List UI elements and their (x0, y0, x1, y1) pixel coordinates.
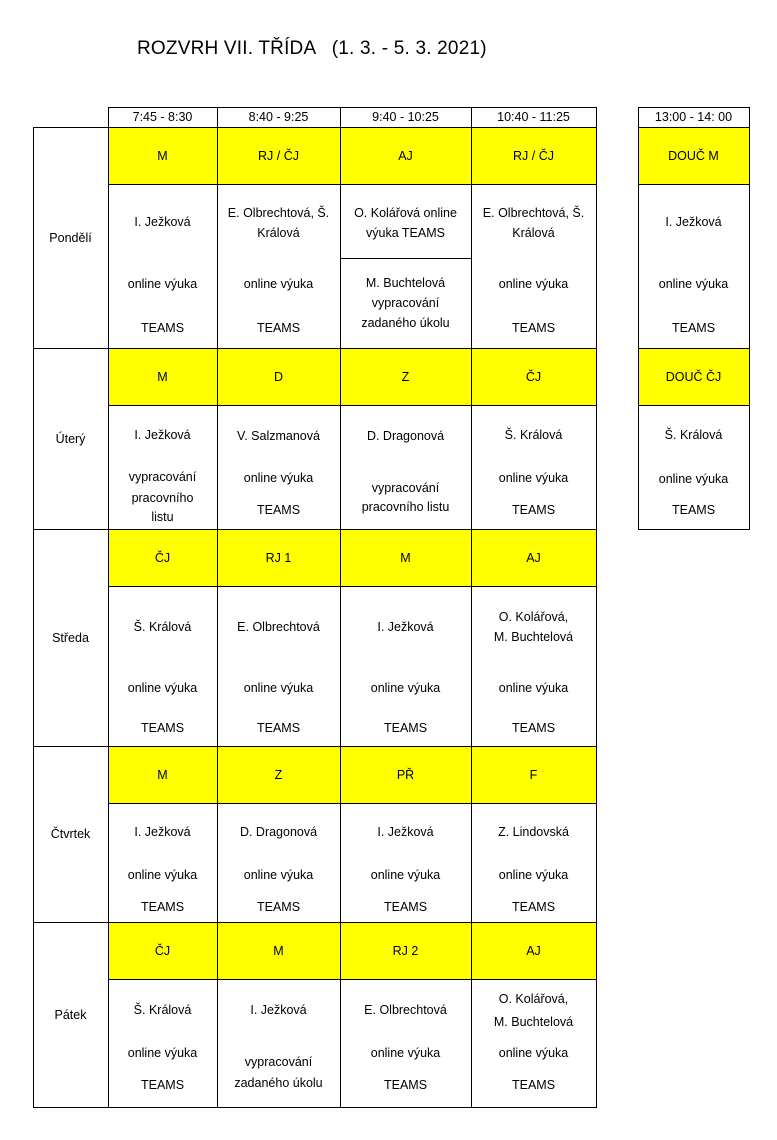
extra-time-header: 13:00 - 14: 00 (654, 110, 733, 124)
grid-line (217, 107, 218, 128)
detail-text: vypracování (371, 296, 440, 310)
day-name: Úterý (55, 431, 86, 446)
detail-text: TEAMS (256, 321, 301, 335)
detail-text: I. Ježková (134, 428, 191, 442)
grid-line (638, 348, 750, 349)
time-header: 10:40 - 11:25 (497, 110, 570, 124)
extra-detail-text: I. Ježková (665, 215, 722, 229)
detail-text: vypracování (371, 481, 440, 495)
detail-text: online výuka (370, 1046, 441, 1060)
time-header: 8:40 - 9:25 (248, 110, 309, 124)
page-title: ROZVRH VII. TŘÍDA (1. 3. - 5. 3. 2021) (137, 38, 487, 59)
detail-text: TEAMS (511, 503, 556, 517)
detail-text: Š. Králová (504, 428, 563, 442)
grid-line (33, 127, 34, 1108)
detail-text: I. Ježková (250, 1003, 307, 1017)
subject: M (400, 550, 411, 565)
detail-text: pracovního listu (361, 500, 450, 514)
grid-line (638, 405, 750, 406)
detail-text: online výuka (498, 471, 569, 485)
subject-cell-bg (108, 922, 596, 979)
detail-text: O. Kolářová online (354, 206, 457, 220)
subject: M (157, 148, 168, 163)
detail-text: online výuka (127, 1046, 198, 1060)
detail-text: E. Olbrechtová (364, 1003, 447, 1017)
detail-text: O. Kolářová, (498, 610, 569, 624)
detail-text: online výuka (243, 471, 314, 485)
detail-text: online výuka (498, 277, 569, 291)
grid-line (340, 258, 472, 259)
grid-line (638, 127, 750, 128)
time-header: 9:40 - 10:25 (372, 110, 439, 124)
subject: ČJ (154, 943, 171, 958)
detail-text: online výuka (127, 868, 198, 882)
detail-text: Králová (512, 226, 555, 240)
grid-line (108, 127, 109, 1108)
time-header: 7:45 - 8:30 (132, 110, 193, 124)
grid-line (749, 107, 750, 530)
grid-line (108, 586, 597, 587)
detail-text: online výuka (127, 277, 198, 291)
detail-text: I. Ježková (377, 620, 434, 634)
subject: AJ (526, 943, 541, 958)
detail-text: TEAMS (140, 721, 185, 735)
day-name: Pátek (54, 1007, 87, 1022)
detail-text: online výuka (127, 681, 198, 695)
grid-line (33, 1107, 597, 1108)
subject: RJ 1 (265, 550, 292, 565)
grid-line (108, 107, 597, 108)
subject-cell-bg (108, 746, 596, 803)
subject: M (273, 943, 284, 958)
detail-text: vypracování (244, 1055, 313, 1069)
extra-detail-text: Š. Králová (664, 428, 723, 442)
grid-line (33, 127, 597, 128)
extra-subject: DOUČ ČJ (665, 369, 722, 384)
grid-line (108, 107, 109, 128)
subject: Z (401, 369, 410, 384)
detail-text: I. Ježková (134, 825, 191, 839)
detail-text: výuka TEAMS (366, 226, 445, 240)
subject-cell-bg (108, 529, 596, 586)
subject: D (273, 369, 284, 384)
grid-line (638, 107, 750, 108)
detail-text: D. Dragonová (239, 825, 318, 839)
detail-text: O. Kolářová, (498, 992, 569, 1006)
grid-line (596, 107, 597, 1108)
detail-text: vypracování (128, 470, 197, 484)
grid-line (340, 127, 341, 1108)
grid-line (33, 746, 597, 747)
detail-text: online výuka (498, 681, 569, 695)
detail-text: TEAMS (140, 1078, 185, 1092)
extra-detail-text: TEAMS (671, 503, 716, 517)
detail-text: TEAMS (511, 321, 556, 335)
detail-text: TEAMS (383, 1078, 428, 1092)
detail-text: D. Dragonová (366, 429, 445, 443)
detail-text: TEAMS (256, 503, 301, 517)
detail-text: E. Olbrechtová, Š. (227, 206, 330, 220)
detail-text: online výuka (370, 681, 441, 695)
detail-text: TEAMS (256, 721, 301, 735)
detail-text: TEAMS (140, 900, 185, 914)
detail-text: online výuka (498, 1046, 569, 1060)
detail-text: E. Olbrechtová, Š. (482, 206, 585, 220)
subject: Z (274, 767, 283, 782)
detail-text: TEAMS (383, 900, 428, 914)
detail-text: I. Ježková (134, 215, 191, 229)
grid-line (108, 803, 597, 804)
subject: AJ (526, 550, 541, 565)
detail-text: M. Buchtelová (493, 630, 574, 644)
detail-text: online výuka (370, 868, 441, 882)
grid-line (471, 127, 472, 1108)
subject: ČJ (525, 369, 542, 384)
grid-line (108, 979, 597, 980)
detail-text: online výuka (498, 868, 569, 882)
subject: RJ / ČJ (513, 148, 554, 163)
detail-text: zadaného úkolu (361, 316, 450, 330)
subject: ČJ (154, 550, 171, 565)
extra-subject: DOUČ M (668, 148, 719, 163)
detail-text: TEAMS (140, 321, 185, 335)
detail-text: M. Buchtelová (493, 1015, 574, 1029)
subject: RJ 2 (392, 943, 419, 958)
detail-text: V. Salzmanová (237, 429, 320, 443)
detail-text: online výuka (243, 277, 314, 291)
grid-line (217, 127, 218, 1108)
detail-text: I. Ježková (377, 825, 434, 839)
extra-detail-text: online výuka (658, 472, 729, 486)
detail-text: online výuka (243, 868, 314, 882)
day-name: Pondělí (49, 230, 92, 245)
grid-line (108, 405, 597, 406)
grid-line (33, 348, 597, 349)
detail-text: TEAMS (511, 900, 556, 914)
day-name: Čtvrtek (50, 827, 91, 841)
day-name: Středa (52, 630, 89, 645)
grid-line (108, 184, 597, 185)
subject-cell-bg (108, 348, 596, 405)
subject: RJ / ČJ (258, 148, 299, 163)
detail-text: Z. Lindovská (498, 825, 569, 839)
detail-text: listu (151, 510, 174, 524)
grid-line (33, 529, 597, 530)
grid-line (340, 107, 341, 128)
extra-detail-text: online výuka (658, 277, 729, 291)
detail-text: Králová (257, 226, 300, 240)
detail-text: TEAMS (511, 1078, 556, 1092)
grid-line (33, 922, 597, 923)
detail-text: online výuka (243, 681, 314, 695)
grid-line (638, 107, 639, 530)
grid-line (638, 184, 750, 185)
grid-line (471, 107, 472, 128)
detail-text: TEAMS (256, 900, 301, 914)
subject: F (529, 767, 538, 782)
detail-text: Š. Králová (133, 620, 192, 634)
subject: M (157, 369, 168, 384)
detail-text: M. Buchtelová (365, 276, 446, 290)
detail-text: Š. Králová (133, 1003, 192, 1017)
subject: PŘ (396, 767, 415, 782)
grid-line (638, 529, 750, 530)
detail-text: E. Olbrechtová (237, 620, 320, 634)
detail-text: pracovního (131, 491, 194, 505)
detail-text: TEAMS (511, 721, 556, 735)
detail-text: TEAMS (383, 721, 428, 735)
subject: AJ (398, 148, 413, 163)
extra-detail-text: TEAMS (671, 321, 716, 335)
detail-text: zadaného úkolu (234, 1076, 323, 1090)
subject: M (157, 767, 168, 782)
